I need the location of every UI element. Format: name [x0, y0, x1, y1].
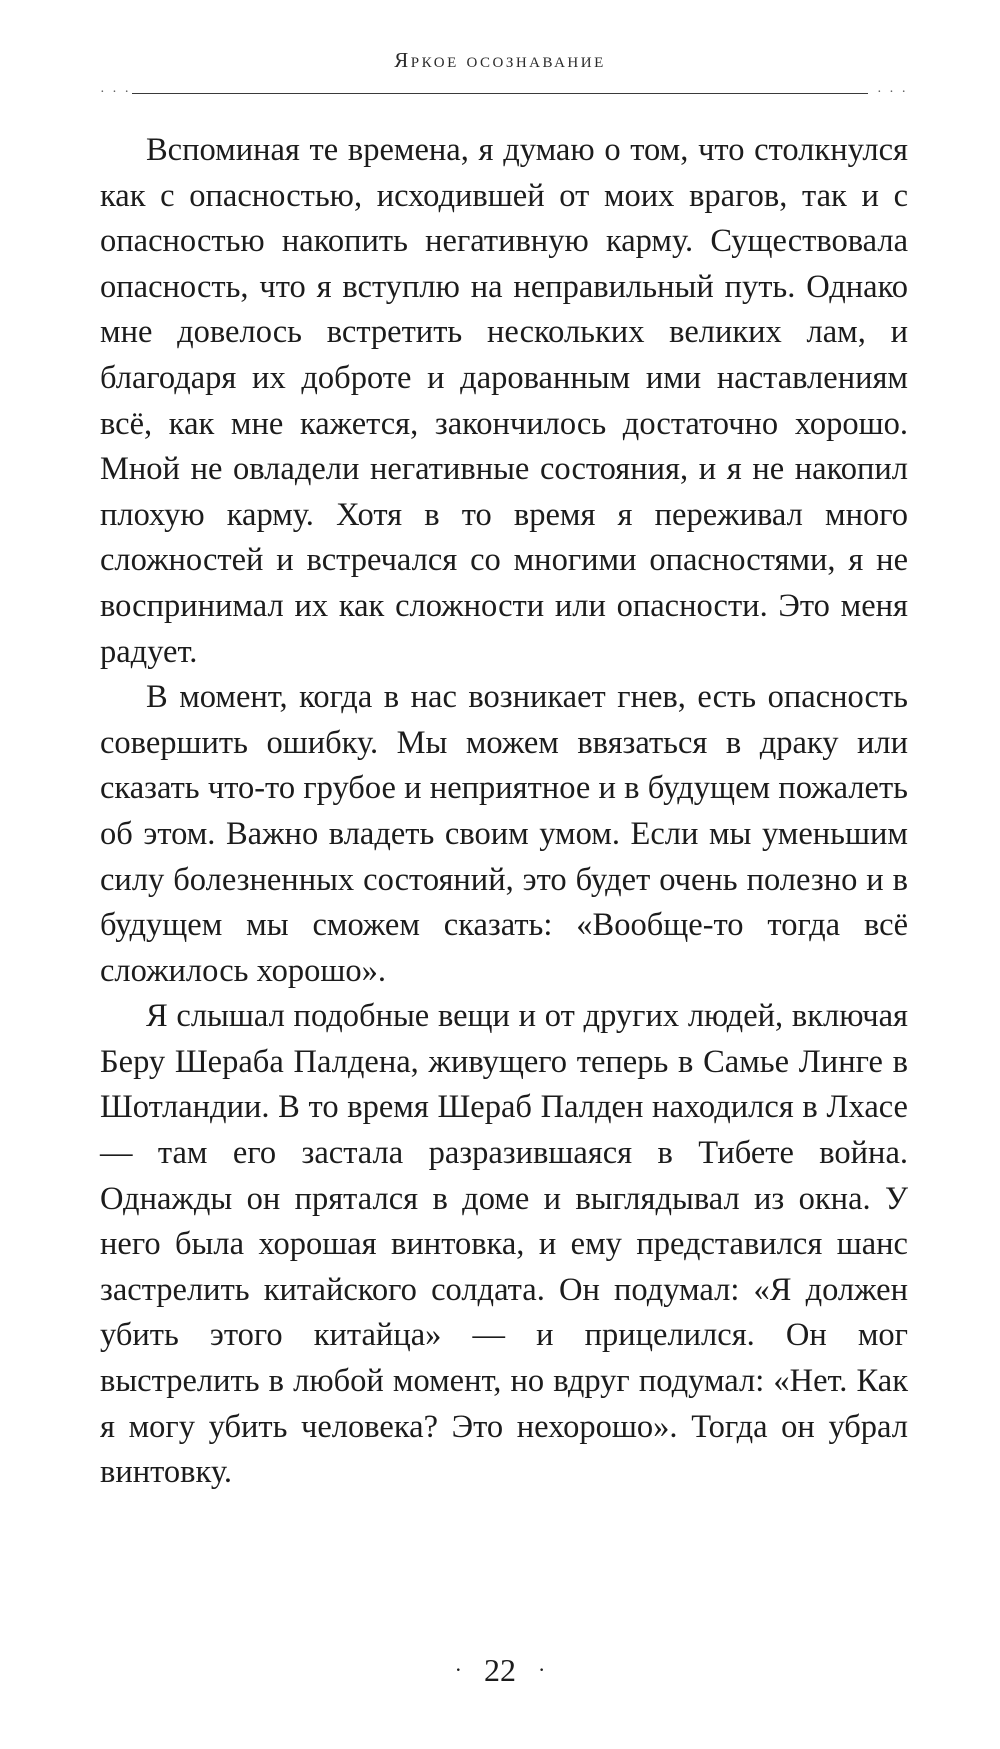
header-rule	[100, 85, 908, 100]
paragraph-2: В момент, когда в нас возникает гнев, есть опасность совершить ошибку. Мы можем ввязаться в драку или сказать что-то грубое и неприятное и в будущем пожалеть об этом. Важно владеть своим умом. Если мы уменьшим силу болезненных состояний, это будет очень полезно и в будущем мы сможем сказать: «Вообще-то тогда всё сложилось хорошо».	[100, 679, 908, 989]
page-body	[100, 128, 908, 1496]
page-number: 22	[484, 1652, 516, 1688]
folio-dot-left: ·	[454, 1656, 462, 1682]
paragraph-1: Вспоминая те времена, я думаю о том, что столкнулся как с опасностью, исходившей от моих врагов, так и с опасностью накопить негативную карму. Существовала опасность, что я вступлю на неправильный путь. Однако мне довелось встретить нескольких великих лам, и благодаря их доброте и дарованным ими наставлениям всё, как мне кажется, закончилось достаточно хорошо. Мной не овладели негативные состояния, и я не накопил плохую карму. Хотя в то время я переживал много сложностей и встречался со многими опасностями, я не воспринимал их как сложности или опасности. Это меня радует.	[100, 132, 908, 670]
folio-dot-right: ·	[538, 1656, 546, 1682]
page-number-block	[0, 1652, 1000, 1689]
paragraph-3: Я слышал подобные вещи и от других людей, включая Беру Шераба Палдена, живущего теперь в Самье Линге в Шотландии. В то время Шераб Палден находился в Лхасе — там его застала разразившаяся в Тибете война. Однажды он прятался в доме и выглядывал из окна. У него была хорошая винтовка, и ему представился шанс застрелить китайского солдата. Он подумал: «Я должен убить этого китайца» — и прицелился. Он мог выстрелить в любой момент, но вдруг подумал: «Нет. Как я могу убить человека? Это нехорошо». Тогда он убрал винтовку.	[100, 998, 908, 1491]
rule-line	[132, 93, 868, 94]
running-title: Яркое осознавание	[394, 48, 606, 72]
rule-dots-right: · · ·	[877, 85, 908, 100]
rule-dots-left: · · ·	[100, 85, 131, 100]
